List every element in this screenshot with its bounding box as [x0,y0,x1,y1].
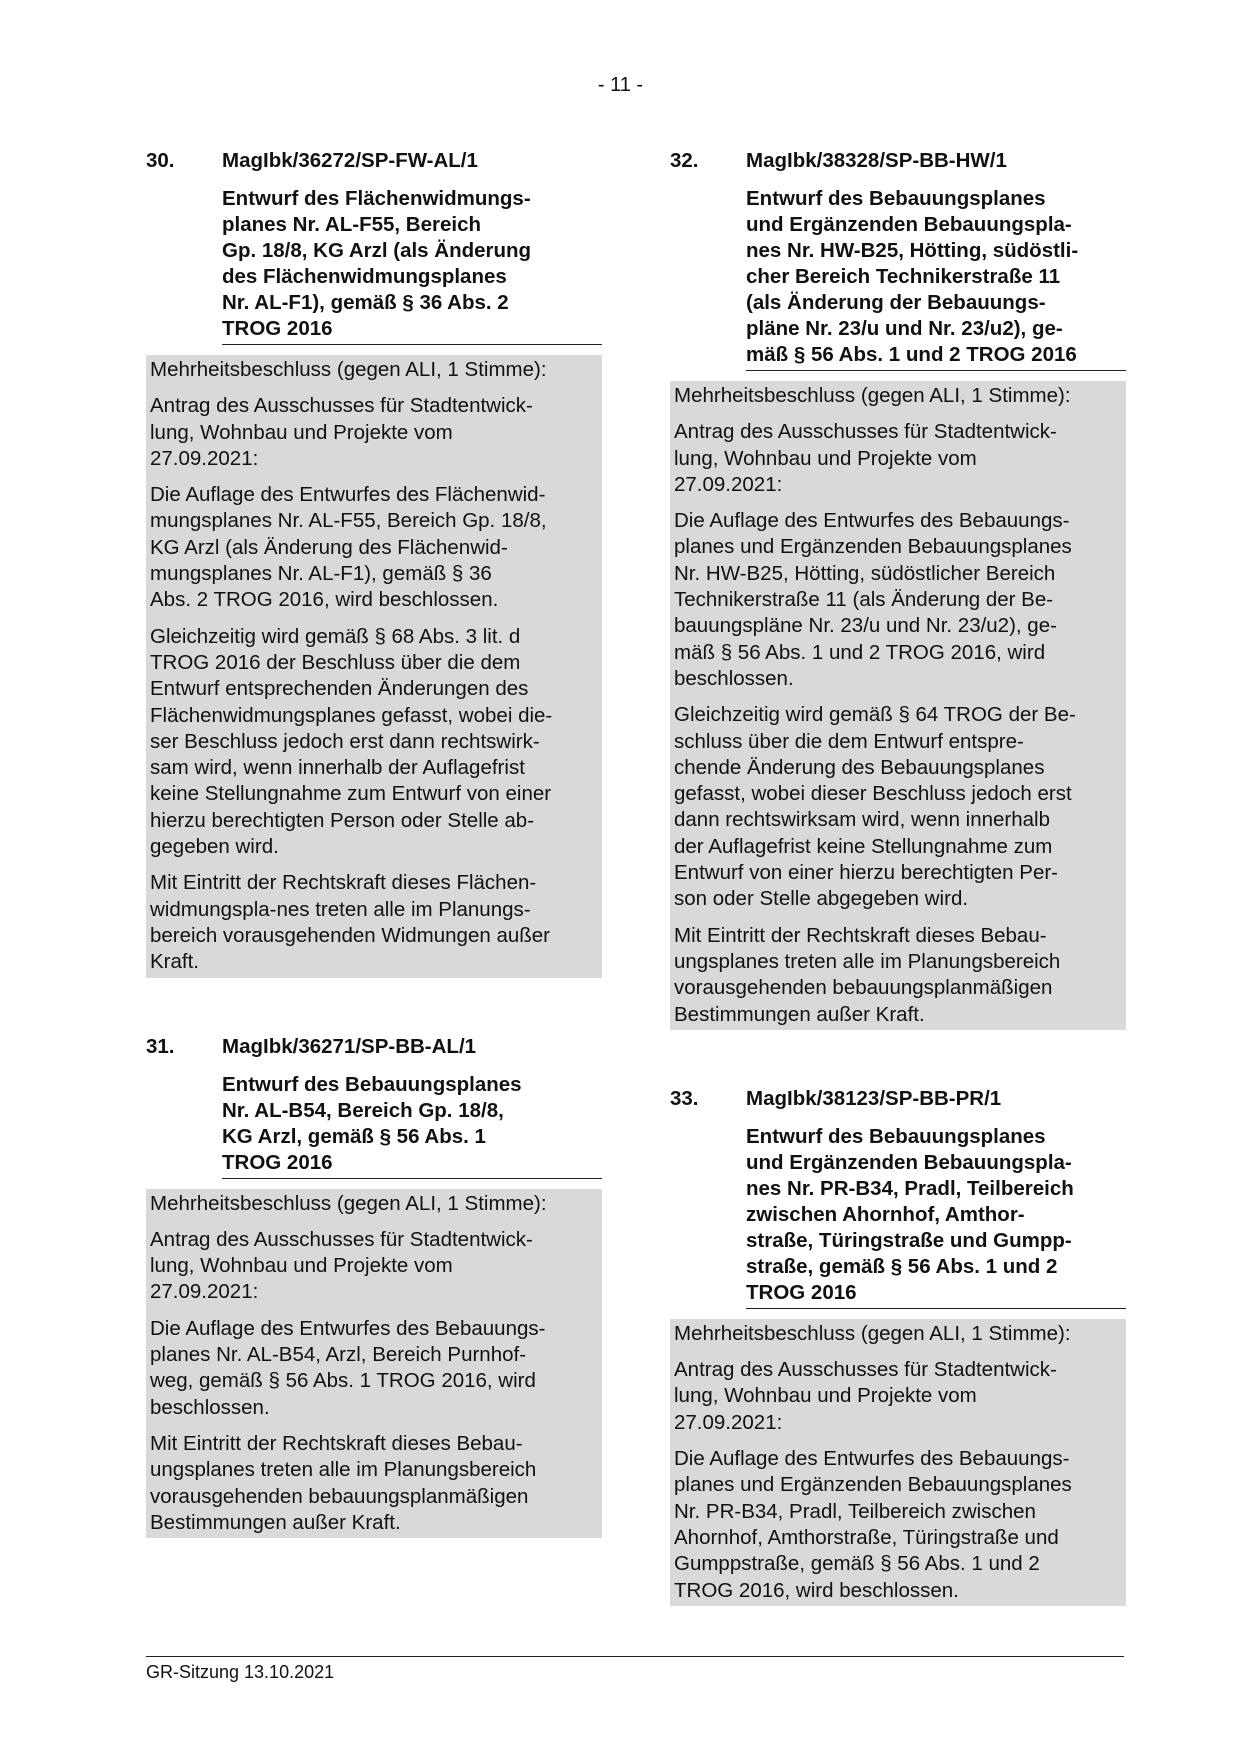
resolution-line: beschlossen. [674,666,794,690]
resolution-paragraph [674,702,1122,912]
resolution-line: gefasst, wobei dieser Beschluss jedoch erst [674,782,1072,806]
item-title-line: TROG 2016 [222,317,333,340]
resolution-line: Nr. HW-B25, Hötting, südöstlicher Bereich [674,561,1056,585]
resolution-paragraph [674,383,1122,409]
item-title-line: zwischen Ahornhof, Amthor- [746,1202,1025,1226]
resolution-line: ungsplanes treten alle im Planungsbereich [674,949,1061,973]
resolution-line: Flächenwidmungsplanes gefasst, wobei die- [150,703,553,727]
item-title-line: straße, Türingstraße und Gumpp- [746,1228,1072,1252]
item-title-line: TROG 2016 [746,1280,857,1304]
resolution-line: dann rechtswirksam wird, wenn innerhalb [674,808,1051,832]
item-title [746,1124,1126,1309]
resolution-line: Entwurf entsprechenden Änderungen des [150,677,529,701]
item-heading [146,1034,602,1060]
resolution-line: Bestimmungen außer Kraft. [150,1510,401,1534]
resolution-line: 27.09.2021: [150,1280,259,1304]
agenda-item [670,1086,1126,1606]
resolution-line: Die Auflage des Entwurfes des Bebauungs- [150,1316,546,1340]
resolution-line: vorausgehenden bebauungsplanmäßigen [674,976,1053,1000]
resolution-line: Antrag des Ausschusses für Stadtentwick- [150,394,533,418]
resolution-line: Antrag des Ausschusses für Stadtentwick- [150,1227,533,1251]
resolution-paragraph [674,1446,1122,1604]
resolution-paragraph [150,1227,598,1306]
item-number: 31. [146,1034,175,1058]
resolution-line: TROG 2016 der Beschluss über die dem [150,650,521,674]
item-title-line: Entwurf des Bebauungsplanes [222,1072,522,1096]
item-title-line: mäß § 56 Abs. 1 und 2 TROG 2016 [746,343,1077,366]
resolution-line: Mit Eintritt der Rechtskraft dieses Flächen- [150,871,537,895]
resolution-paragraph [150,1191,598,1217]
resolution-line: Mehrheitsbeschluss (gegen ALI, 1 Stimme): [674,1321,1071,1345]
resolution-line: 27.09.2021: [674,1410,783,1434]
item-title-line: nes Nr. PR-B34, Pradl, Teilbereich [746,1176,1074,1200]
resolution-line: son oder Stelle abgegeben wird. [674,887,969,911]
item-title-line: Nr. AL-B54, Bereich Gp. 18/8, [222,1098,504,1122]
item-title-line: cher Bereich Technikerstraße 11 [746,265,1061,288]
resolution-line: Technikerstraße 11 (als Änderung der Be- [674,588,1054,612]
resolution-paragraph [674,923,1122,1028]
resolution-paragraph [674,1321,1122,1347]
item-title-line: TROG 2016 [222,1150,333,1174]
resolution-line: mäß § 56 Abs. 1 und 2 TROG 2016, wird [674,640,1046,664]
resolution-line: planes und Ergänzenden Bebauungsplanes [674,1473,1072,1497]
resolution-line: Gleichzeitig wird gemäß § 68 Abs. 3 lit. d [150,624,521,648]
resolution-line: planes und Ergänzenden Bebauungsplanes [674,535,1072,559]
resolution-paragraph [150,1316,598,1421]
resolution-paragraph [674,508,1122,692]
resolution-box [670,1319,1126,1606]
resolution-line: Abs. 2 TROG 2016, wird beschlossen. [150,588,499,612]
resolution-paragraph [674,1357,1122,1436]
resolution-line: Bestimmungen außer Kraft. [674,1002,925,1026]
resolution-line: mungsplanes Nr. AL-F55, Bereich Gp. 18/8, [150,509,547,533]
resolution-line: planes Nr. AL-B54, Arzl, Bereich Purnhof- [150,1343,527,1367]
resolution-line: 27.09.2021: [674,472,783,496]
resolution-line: beschlossen. [150,1395,270,1419]
resolution-line: Mehrheitsbeschluss (gegen ALI, 1 Stimme): [150,358,547,381]
item-title-line: Gp. 18/8, KG Arzl (als Änderung [222,239,532,262]
resolution-line: lung, Wohnbau und Projekte vom [150,1254,453,1278]
resolution-line: Die Auflage des Entwurfes des Bebauungs- [674,1447,1070,1471]
item-reference: MagIbk/38328/SP-BB-HW/1 [746,149,1007,172]
agenda-item [146,148,602,978]
agenda-item [146,1034,602,1539]
resolution-line: TROG 2016, wird beschlossen. [674,1578,959,1602]
item-title [222,1072,602,1179]
footer-divider [146,1656,1124,1657]
resolution-line: hierzu berechtigten Person oder Stelle ab- [150,808,535,832]
resolution-line: Gleichzeitig wird gemäß § 64 TROG der Be- [674,703,1076,727]
resolution-line: lung, Wohnbau und Projekte vom [674,446,977,470]
item-heading [670,148,1126,174]
item-title-line: (als Änderung der Bebauungs- [746,291,1046,314]
resolution-line: Ahornhof, Amthorstraße, Türingstraße und [674,1525,1059,1549]
resolution-line: Gumppstraße, gemäß § 56 Abs. 1 und 2 [674,1552,1040,1576]
resolution-box [670,381,1126,1030]
item-title-line: und Ergänzenden Bebauungspla- [746,1150,1072,1174]
resolution-line: mungsplanes Nr. AL-F1), gemäß § 36 [150,562,492,586]
item-title-line: Entwurf des Flächenwidmungs- [222,187,531,210]
item-title-line: straße, gemäß § 56 Abs. 1 und 2 [746,1254,1058,1278]
resolution-line: keine Stellungnahme zum Entwurf von einer [150,782,552,806]
footer-text: GR-Sitzung 13.10.2021 [146,1662,335,1682]
item-title [222,186,602,345]
item-title-line: pläne Nr. 23/u und Nr. 23/u2), ge- [746,317,1063,340]
resolution-line: chende Änderung des Bebauungsplanes [674,755,1045,779]
item-title-line: planes Nr. AL-F55, Bereich [222,213,481,236]
item-title-line: und Ergänzenden Bebauungspla- [746,213,1072,236]
item-title-line: KG Arzl, gemäß § 56 Abs. 1 [222,1124,486,1148]
resolution-line: lung, Wohnbau und Projekte vom [674,1384,977,1408]
resolution-line: gegeben wird. [150,835,279,859]
item-number: 32. [670,149,699,172]
item-reference: MagIbk/36272/SP-FW-AL/1 [222,149,478,172]
resolution-line: bereich vorausgehenden Widmungen außer [150,923,551,947]
resolution-line: 27.09.2021: [150,446,259,470]
resolution-paragraph [674,419,1122,498]
item-title-line: Entwurf des Bebauungsplanes [746,1124,1046,1148]
right-column [670,148,1126,1606]
resolution-line: vorausgehenden bebauungsplanmäßigen [150,1484,529,1508]
resolution-line: lung, Wohnbau und Projekte vom [150,420,453,444]
resolution-paragraph [150,870,598,975]
resolution-line: bauungspläne Nr. 23/u und Nr. 23/u2), ge- [674,614,1057,638]
resolution-line: der Auflagefrist keine Stellungnahme zum [674,834,1053,858]
item-heading [670,1086,1126,1112]
resolution-line: widmungspla-nes treten alle im Planungs- [150,897,531,921]
resolution-line: Die Auflage des Entwurfes des Bebauungs- [674,509,1070,533]
resolution-line: Antrag des Ausschusses für Stadtentwick- [674,1358,1057,1382]
item-title [746,186,1126,371]
page-number: - 11 - [597,74,644,96]
resolution-line: Mit Eintritt der Rechtskraft dieses Bebau- [674,923,1047,947]
resolution-box [146,1189,602,1539]
resolution-line: ser Beschluss jedoch erst dann rechtswirk- [150,729,540,753]
resolution-paragraph [150,1431,598,1536]
resolution-line: Die Auflage des Entwurfes des Flächenwid- [150,483,546,507]
resolution-line: Kraft. [150,950,199,974]
resolution-line: ungsplanes treten alle im Planungsbereich [150,1458,537,1482]
item-number: 33. [670,1086,699,1110]
resolution-line: Mehrheitsbeschluss (gegen ALI, 1 Stimme): [674,384,1071,407]
item-title-line: Nr. AL-F1), gemäß § 36 Abs. 2 [222,291,509,314]
resolution-paragraph [150,357,598,383]
resolution-paragraph [150,482,598,613]
resolution-paragraph [150,624,598,861]
item-heading [146,148,602,174]
item-title-line: Entwurf des Bebauungsplanes [746,187,1046,210]
item-number: 30. [146,149,175,172]
resolution-paragraph [150,393,598,472]
resolution-line: Mehrheitsbeschluss (gegen ALI, 1 Stimme): [150,1191,547,1215]
item-title-line: nes Nr. HW-B25, Hötting, südöstli- [746,239,1079,262]
resolution-line: schluss über die dem Entwurf entspre- [674,729,1024,753]
item-reference: MagIbk/36271/SP-BB-AL/1 [222,1034,477,1058]
resolution-line: Nr. PR-B34, Pradl, Teilbereich zwischen [674,1499,1036,1523]
resolution-line: Entwurf von einer hierzu berechtigten Per- [674,861,1059,885]
resolution-line: Antrag des Ausschusses für Stadtentwick- [674,420,1057,444]
item-reference: MagIbk/38123/SP-BB-PR/1 [746,1086,1002,1110]
agenda-item [670,148,1126,1030]
resolution-line: sam wird, wenn innerhalb der Auflagefrist [150,756,525,780]
resolution-box [146,355,602,978]
resolution-line: Mit Eintritt der Rechtskraft dieses Bebau- [150,1431,523,1455]
item-title-line: des Flächenwidmungsplanes [222,265,507,288]
resolution-line: weg, gemäß § 56 Abs. 1 TROG 2016, wird [150,1369,536,1393]
left-column [146,148,602,1538]
resolution-line: KG Arzl (als Änderung des Flächenwid- [150,535,508,559]
